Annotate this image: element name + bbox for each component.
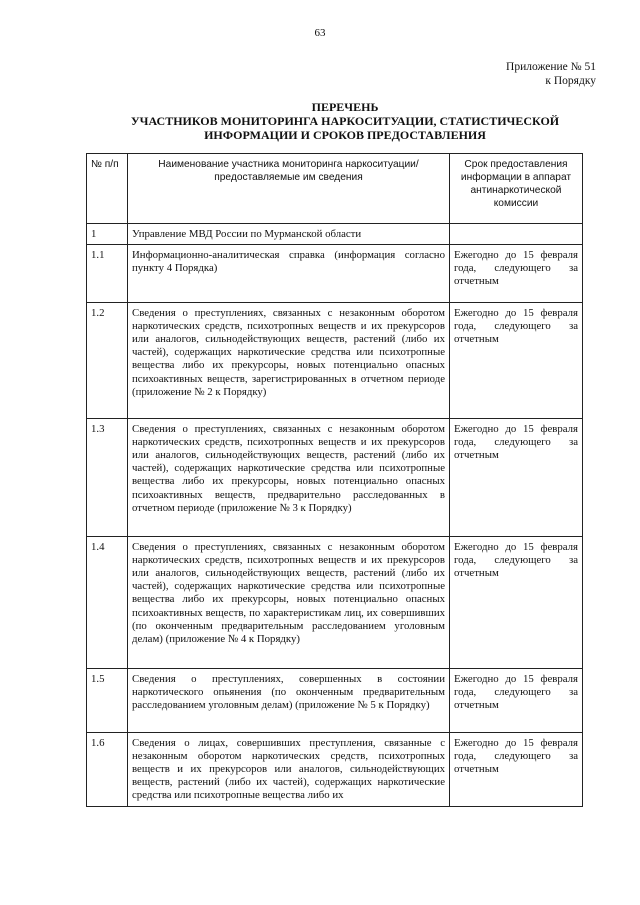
table-header-row xyxy=(87,154,583,224)
header-num: № п/п xyxy=(87,154,128,224)
row-term: Ежегодно до 15 февраля года, следующего за отчетным xyxy=(450,245,583,303)
document-title xyxy=(90,100,600,142)
row-num: 1.4 xyxy=(87,537,128,669)
table-row xyxy=(87,303,583,419)
row-term: Ежегодно до 15 февраля года, следующего за отчетным xyxy=(450,733,583,807)
row-term xyxy=(450,224,583,245)
row-name: Информационно-аналитическая справка (информация согласно пункту 4 Порядка) xyxy=(128,245,450,303)
row-num: 1.1 xyxy=(87,245,128,303)
header-term: Срок предоставления информации в аппарат антинаркотической комиссии xyxy=(450,154,583,224)
appendix-number: Приложение № 51 xyxy=(506,61,596,73)
table-row xyxy=(87,537,583,669)
table-row xyxy=(87,733,583,807)
table-row xyxy=(87,245,583,303)
row-num: 1.2 xyxy=(87,303,128,419)
row-name: Сведения о преступлениях, связанных с незаконным оборотом наркотических средств, психотропных веществ и их прекурсоров или аналогов, сильнодействующих веществ, растений (либо их частей), содержащих наркотические средства или психотропные вещества либо их прекурсоры, новых потенциально опасных психоактивных веществ, зарегистрированных в отчетном периоде (приложение № 2 к Порядку) xyxy=(128,303,450,419)
participants-table xyxy=(86,153,583,807)
row-term: Ежегодно до 15 февраля года, следующего за отчетным xyxy=(450,669,583,733)
row-num: 1.5 xyxy=(87,669,128,733)
row-term: Ежегодно до 15 февраля года, следующего за отчетным xyxy=(450,303,583,419)
row-name: Сведения о преступлениях, совершенных в состоянии наркотического опьянения (по оконченным предварительным расследованием уголовным делам) (приложение № 5 к Порядку) xyxy=(128,669,450,733)
row-term: Ежегодно до 15 февраля года, следующего за отчетным xyxy=(450,419,583,537)
row-name: Сведения о преступлениях, связанных с незаконным оборотом наркотических средств, психотропных веществ и их прекурсоров или аналогов, сильнодействующих веществ, растений (либо их частей), содержащих наркотические средства или психотропные вещества либо их прекурсоры, новых потенциально опасных психоактивных веществ, предварительно расследованных в отчетном периоде (приложение № 3 к Порядку) xyxy=(128,419,450,537)
row-term: Ежегодно до 15 февраля года, следующего за отчетным xyxy=(450,537,583,669)
title-line-1: ПЕРЕЧЕНЬ xyxy=(311,100,379,114)
table-row xyxy=(87,419,583,537)
row-num: 1 xyxy=(87,224,128,245)
table-row xyxy=(87,669,583,733)
title-line-3: ИНФОРМАЦИИ И СРОКОВ ПРЕДОСТАВЛЕНИЯ xyxy=(204,128,486,142)
appendix-reference xyxy=(506,60,596,88)
page-number: 63 xyxy=(314,27,326,39)
header-name: Наименование участника мониторинга наркоситуации/предоставляемые им сведения xyxy=(128,154,450,224)
row-name: Сведения о преступлениях, связанных с незаконным оборотом наркотических средств, психотропных веществ и их прекурсоров или аналогов, сильнодействующих веществ, растений (либо их частей), содержащих наркотические средства или психотропные вещества либо их прекурсоры, новых потенциально опасных психоактивных веществ, по характеристикам лиц, их совершивших (по оконченным предварительным расследованием уголовным делам) (приложение № 4 к Порядку) xyxy=(128,537,450,669)
row-name: Сведения о лицах, совершивших преступления, связанные с незаконным оборотом наркотических средств, психотропных веществ и их прекурсоров или аналогов, сильнодействующих веществ, растений (либо их частей), содержащих наркотические средства или психотропные вещества либо их xyxy=(128,733,450,807)
row-name: Управление МВД России по Мурманской области xyxy=(128,224,450,245)
appendix-target: к Порядку xyxy=(545,75,596,87)
title-line-2: УЧАСТНИКОВ МОНИТОРИНГА НАРКОСИТУАЦИИ, СТАТИСТИЧЕСКОЙ xyxy=(130,114,560,128)
row-num: 1.3 xyxy=(87,419,128,537)
row-num: 1.6 xyxy=(87,733,128,807)
table-row xyxy=(87,224,583,245)
